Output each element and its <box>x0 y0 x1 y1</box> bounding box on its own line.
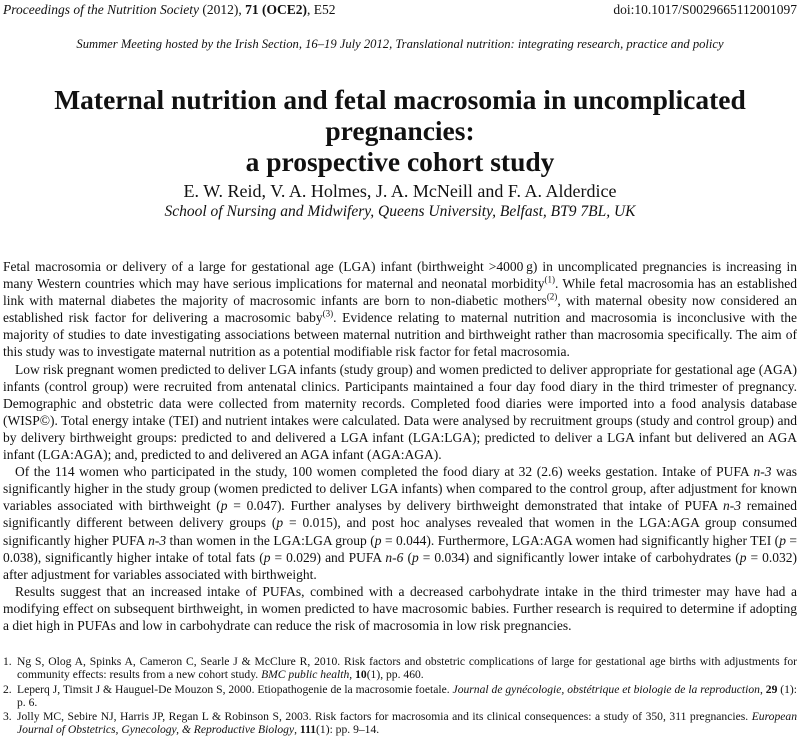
reference-text: Ng S, Olog A, Spinks A, Cameron C, Searle J & McClure R, 2010. Risk factors and obstetric complications of large for gestational age births with adjustments for community effects: results from a new cohort study. <box>17 655 797 682</box>
reference-number: 3. <box>3 710 12 724</box>
text-run: . Evidence relating to maternal nutrition and macrosomia is inconclusive with the majority of studies to date investigating associations between maternal nutrition and birthweight rather than macrosomia specifically. The aim of this study was to investigate maternal nutrition as a potential modifiable risk factor for fetal macrosomia. <box>3 310 797 360</box>
reference-volume: 111 <box>299 723 317 737</box>
meeting-line: Summer Meeting hosted by the Irish Section, 16–19 July 2012, Translational nutrition: integrating research, practice and policy <box>76 37 724 51</box>
abstract-paragraph-intro <box>3 258 797 361</box>
reference-pages: (1), pp. 460. <box>366 668 424 682</box>
italic-term: p <box>779 532 786 548</box>
reference-list <box>3 655 797 738</box>
reference-pages: (1): p. 6. <box>17 682 798 709</box>
journal-issue: (OCE2) <box>258 2 307 17</box>
reference-journal: Journal de gynécologie, obstétrique et biologie de la reproduction <box>452 682 760 696</box>
italic-term: p <box>374 532 382 548</box>
running-header <box>0 2 800 22</box>
reference-volume: 10 <box>355 668 367 682</box>
reference-volume: 29 <box>765 682 778 696</box>
journal-page: , E52 <box>306 2 336 17</box>
reference-pages: (1): pp. 9–14. <box>316 723 380 737</box>
text-run: = 0.015), and post hoc analyses revealed that women in the LGA:AGA group consumed significantly higher PUFA <box>3 515 797 548</box>
reference-separator: , <box>349 668 356 682</box>
italic-term: n-3 <box>753 464 772 480</box>
italic-term: n-3 <box>723 498 742 514</box>
journal-volume: 71 <box>245 2 259 17</box>
abstract <box>3 258 797 634</box>
reference-item <box>3 710 797 737</box>
reference-text: Jolly MC, Sebire NJ, Harris JP, Regan L & Robinson S, 2003. Risk factors for macrosomia and its clinical consequences: a study of 350, 311 pregnancies. <box>17 710 752 724</box>
text-run: Fetal macrosomia or delivery of a large for gestational age (LGA) infant (birthweight >4000 g) in uncomplicated pregnancies is increasing in many Western countries which may have serious implications for maternal and neonatal morbidity <box>3 259 797 292</box>
abstract-paragraph-methods: Low risk pregnant women predicted to deliver LGA infants (study group) and women predicted to deliver appropriate for gestational age (AGA) infants (control group) were recruited from antenatal clinics. Participants maintained a four day food diary in the third trimester of pregnancy. Demographic and obstetric data were collected from maternity records. Completed food diaries were imported into a food analysis database (WISP©). Total energy intake (TEI) and nutrient intakes were calculated. Data were analysed by recruitment groups (study and control group) and by delivery birthweight groups: predicted to and delivered a LGA infant (LGA:LGA); predicted to deliver a LGA infant but delivered an AGA infant (LGA:AGA); and, predicted to and delivered an AGA infant (AGA:AGA). <box>3 361 797 463</box>
abstract-paragraph-results <box>3 463 797 583</box>
reference-text: Leperq J, Timsit J & Hauguel-De Mouzon S, 2000. Etiopathogenie de la macrosomie foetale. <box>17 682 453 696</box>
italic-term: p <box>220 498 228 514</box>
journal-name: Proceedings of the Nutrition Society <box>3 2 199 17</box>
text-run: = 0.047). Further analyses by delivery birthweight demonstrated that intake of PUFA <box>227 498 724 514</box>
reference-number: 2. <box>3 682 12 696</box>
text-run: Of the 114 women who participated in the study, 100 women completed the food diary at 32 (2.6) weeks gestation. Intake of PUFA <box>15 464 754 480</box>
italic-term: n-6 <box>385 549 404 565</box>
citation-ref: (3) <box>322 308 334 319</box>
journal-year: (2012), <box>198 2 246 17</box>
text-run: remained significantly different between delivery groups ( <box>3 498 797 531</box>
text-run: than women in the LGA:LGA group ( <box>166 532 375 548</box>
reference-journal: BMC public health <box>261 668 350 682</box>
citation-ref: (1) <box>544 274 556 285</box>
paper-title <box>0 84 800 177</box>
text-run: . While fetal macrosomia has an established link with maternal diabetes the majority of macrosomic infants are born to non-diabetic mothers <box>3 276 797 309</box>
reference-separator: , <box>294 723 300 737</box>
italic-term: p <box>263 549 271 565</box>
affiliation: School of Nursing and Midwifery, Queens University, Belfast, BT9 7BL, UK <box>164 203 636 220</box>
text-run: = 0.044). Furthermore, LGA:AGA women had significantly higher TEI ( <box>381 532 780 548</box>
reference-item <box>3 655 797 682</box>
reference-number: 1. <box>3 655 12 668</box>
journal-citation <box>3 2 335 18</box>
reference-item <box>3 683 797 710</box>
title-line-1: Maternal nutrition and fetal macrosomia in uncomplicated pregnancies: <box>54 84 746 146</box>
text-run: = 0.029) and PUFA <box>270 549 386 565</box>
italic-term: n-3 <box>148 532 167 548</box>
text-run: = 0.034) and significantly lower intake of carbohydrates ( <box>418 549 740 565</box>
abstract-paragraph-conclusion: Results suggest that an increased intake of PUFAs, combined with a decreased carbohydrate intake in the third trimester may have had a modifying effect on subsequent birthweight, in women predicted to have macrosomic babies. Further research is required to determine if adopting a diet high in PUFAs and low in carbohydrate can reduce the risk of macrosomia in low risk pregnancies. <box>3 583 797 633</box>
doi: doi:10.1017/S0029665112001097 <box>613 2 797 17</box>
text-run: = 0.032) after adjustment for variables associated with birthweight. <box>3 549 798 582</box>
italic-term: p <box>411 549 419 565</box>
reference-journal: European Journal of Obstetrics, Gynecology, & Reproductive Biology <box>17 710 797 737</box>
text-run: = 0.038), significantly higher intake of total fats ( <box>3 532 798 565</box>
citation-ref: (2) <box>546 291 558 302</box>
reference-separator: , <box>759 682 766 696</box>
italic-term: p <box>739 549 747 565</box>
text-run: ( <box>403 549 412 565</box>
italic-term: p <box>276 515 284 531</box>
authors: E. W. Reid, V. A. Holmes, J. A. McNeill and F. A. Alderdice <box>183 181 617 201</box>
text-run: , with maternal obesity now considered an established risk factor for delivering a macrosomic baby <box>3 293 797 326</box>
title-line-2: a prospective cohort study <box>245 146 555 177</box>
text-run: was significantly higher in the study group (women predicted to deliver LGA infants) when compared to the control group, after adjustment for known variables associated with birthweight ( <box>3 464 797 514</box>
